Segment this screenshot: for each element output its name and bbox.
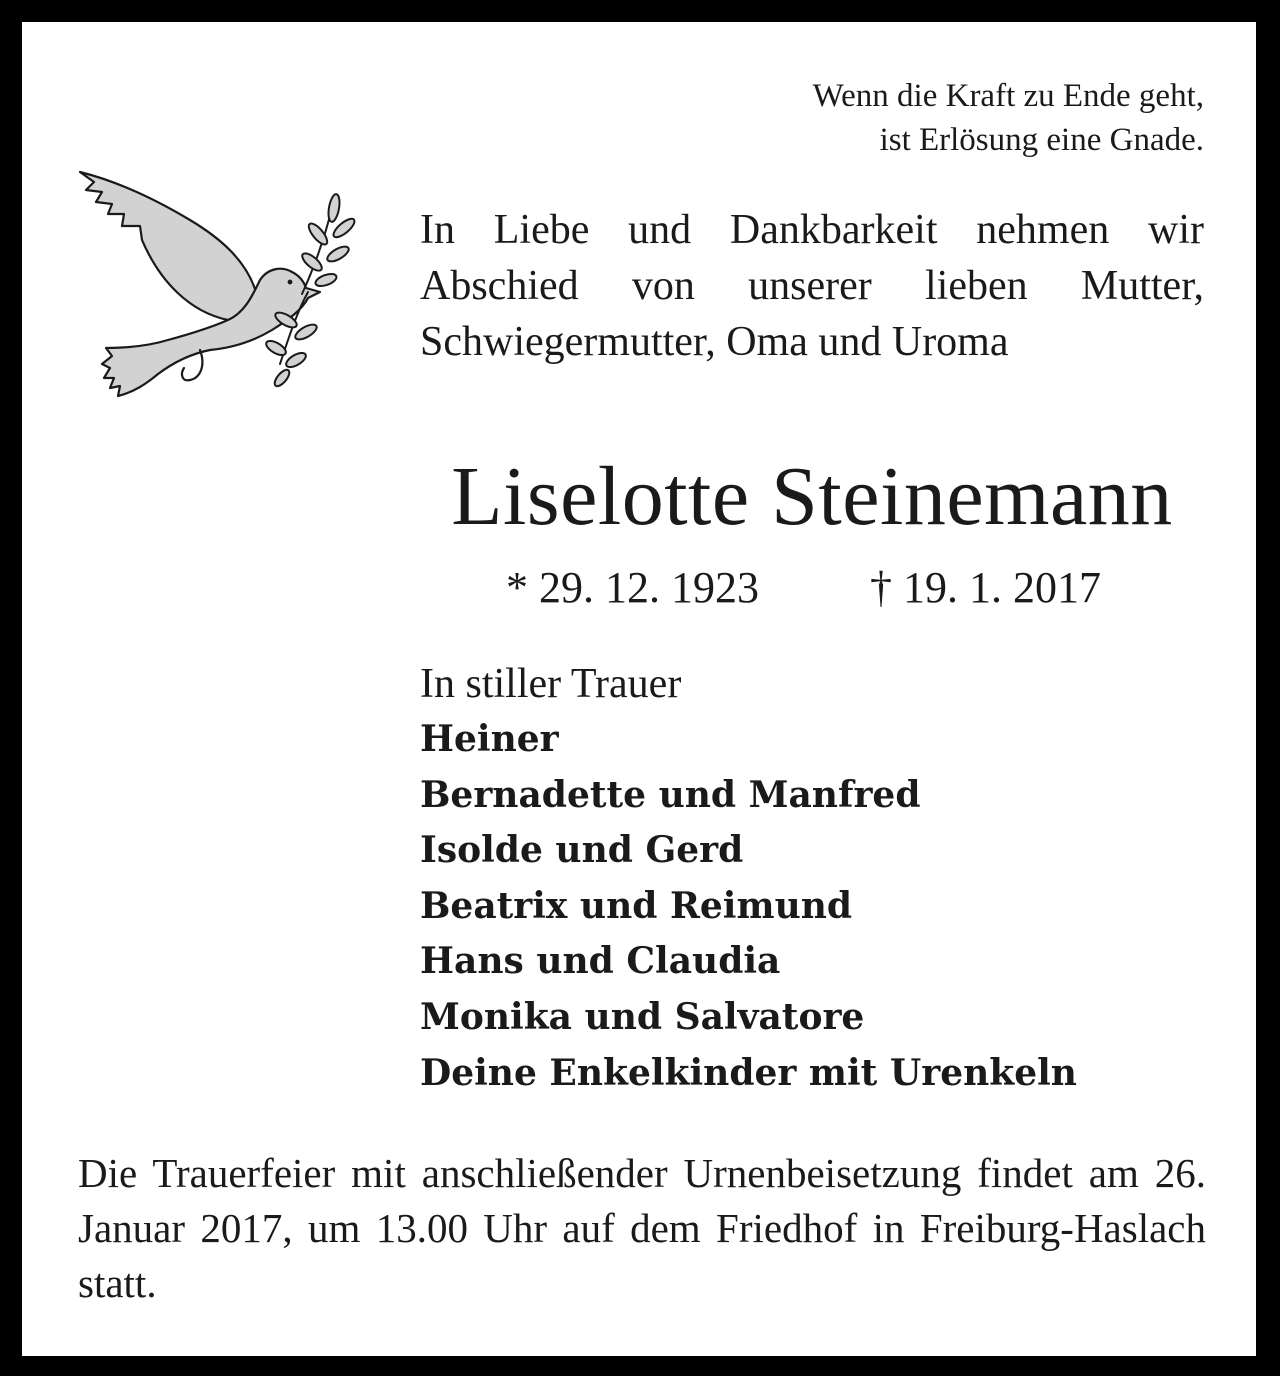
mourner-list: [420, 712, 1204, 1101]
mourner-name: Bernadette und Manfred: [420, 773, 921, 816]
mourner-name: Isolde und Gerd: [420, 829, 744, 872]
mourner-name: Hans und Claudia: [420, 940, 781, 983]
birth-date: * 29. 12. 1923: [506, 563, 759, 612]
motto-line-1: Wenn die Kraft zu Ende geht,: [812, 78, 1204, 114]
intro-text: In Liebe und Dankbarkeit nehmen wir Abschied von unserer lieben Mutter, Schwiegermutter, Oma und Uroma: [420, 207, 1204, 365]
death-date: † 19. 1. 2017: [870, 563, 1101, 612]
dove-icon: [50, 142, 370, 412]
motto-line-2: ist Erlösung eine Gnade.: [879, 122, 1204, 158]
mourner-name: Beatrix und Reimund: [420, 884, 853, 927]
mourner-name: Heiner: [420, 718, 559, 760]
ceremony-info: Die Trauerfeier mit anschließender Urnenbeisetzung findet am 26. Januar 2017, um 13.00 Uhr auf dem Friedhof in Freiburg-Haslach statt.: [78, 1150, 1206, 1306]
motto: [813, 74, 1204, 162]
deceased-name: Liselotte Steinemann: [451, 450, 1173, 543]
mourning-lead: In stiller Trauer: [420, 661, 682, 707]
obituary-notice: [22, 22, 1256, 1356]
mourners-block: [420, 656, 1204, 1101]
mourner-name: Deine Enkelkinder mit Urenkeln: [420, 1051, 1077, 1094]
mourner-name: Monika und Salvatore: [420, 995, 865, 1038]
